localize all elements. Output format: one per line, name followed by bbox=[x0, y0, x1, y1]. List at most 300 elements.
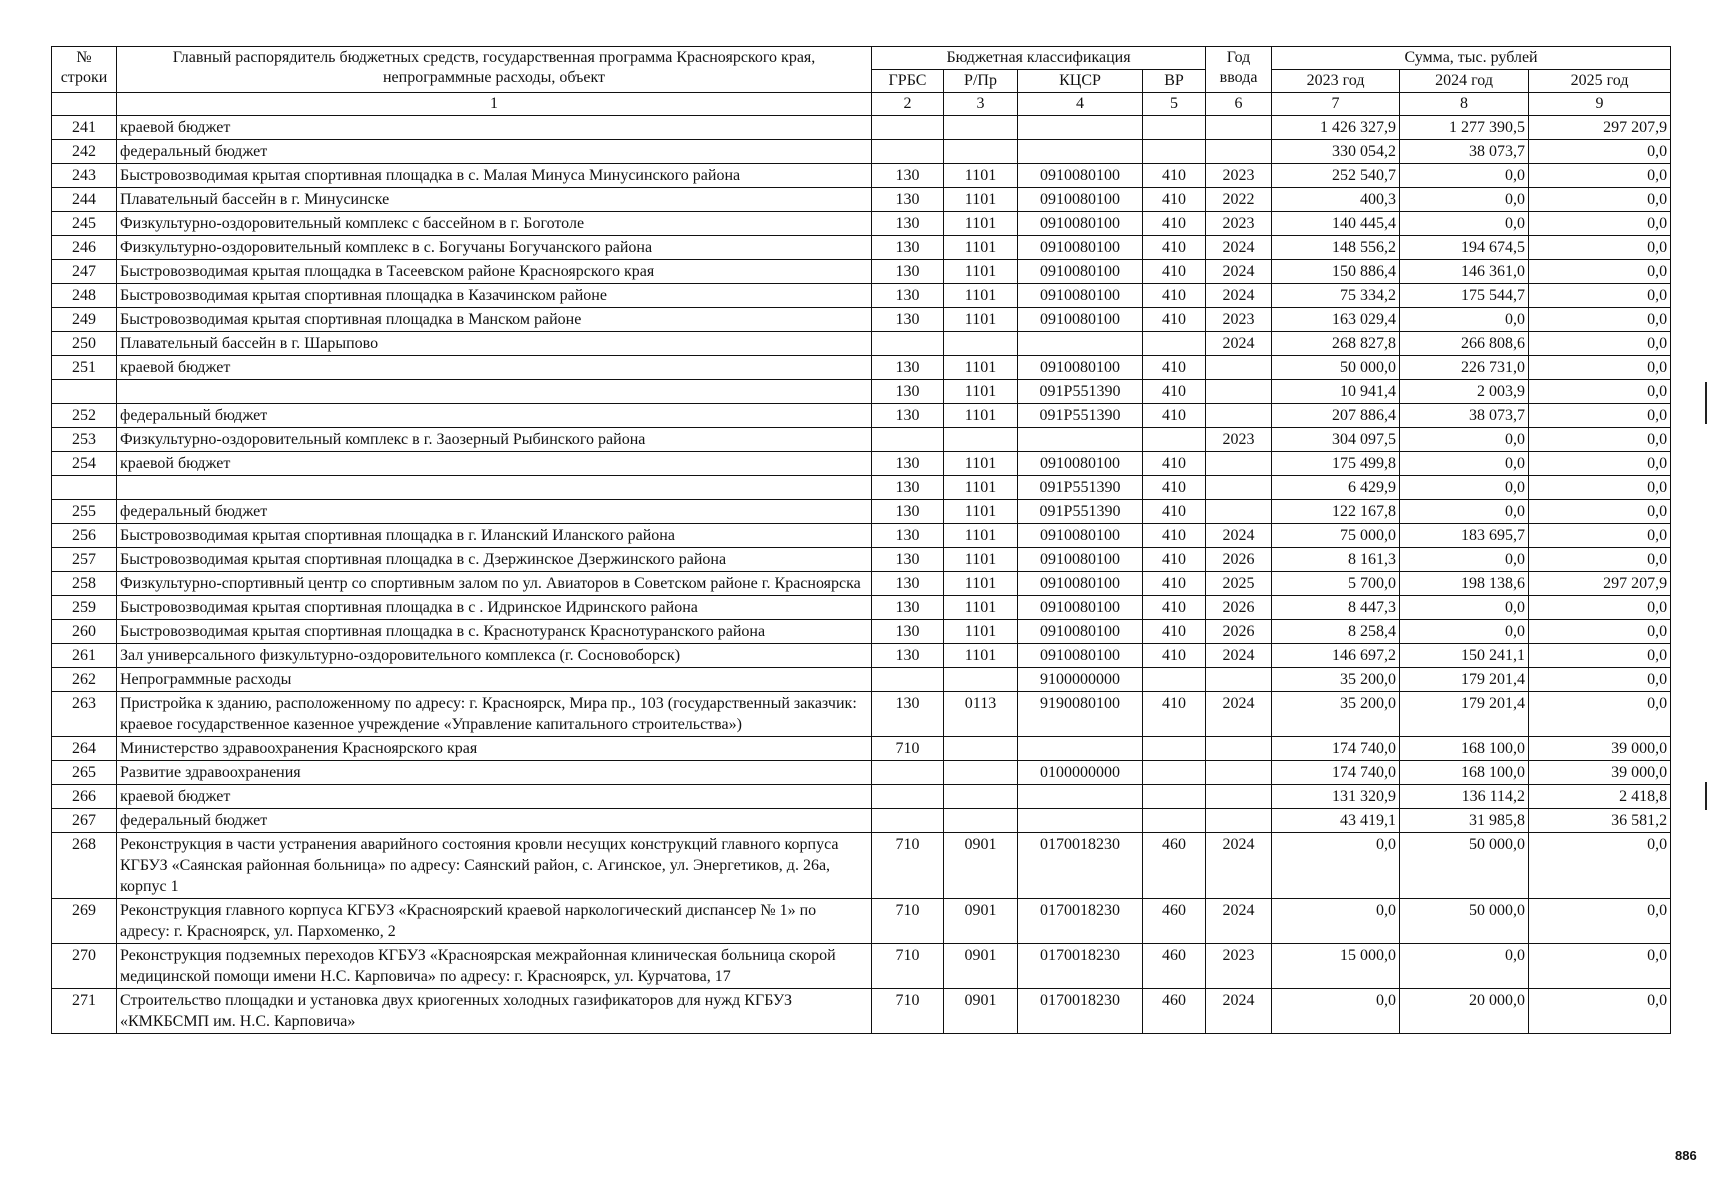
column-number-row bbox=[52, 93, 1671, 116]
year-intro-cell: 2024 bbox=[1206, 332, 1272, 356]
row-number: 264 bbox=[52, 737, 117, 761]
object-name: федеральный бюджет bbox=[117, 140, 872, 164]
kcsr-cell: 0910080100 bbox=[1018, 620, 1143, 644]
object-name: федеральный бюджет bbox=[117, 404, 872, 428]
row-number: 260 bbox=[52, 620, 117, 644]
table-row bbox=[52, 500, 1671, 524]
kcsr-cell: 9100000000 bbox=[1018, 668, 1143, 692]
year-intro-cell: 2024 bbox=[1206, 833, 1272, 899]
grbs-cell bbox=[872, 668, 944, 692]
header-year-intro: Год ввода bbox=[1206, 47, 1272, 93]
sum-2024-cell: 183 695,7 bbox=[1400, 524, 1529, 548]
object-name: краевой бюджет bbox=[117, 452, 872, 476]
object-name: Физкультурно-оздоровительный комплекс в г. Заозерный Рыбинского района bbox=[117, 428, 872, 452]
kcsr-cell bbox=[1018, 737, 1143, 761]
object-name: Быстровозводимая крытая спортивная площадка в Манском районе bbox=[117, 308, 872, 332]
rpr-cell bbox=[944, 428, 1018, 452]
sum-2023-cell: 304 097,5 bbox=[1272, 428, 1400, 452]
grbs-cell: 130 bbox=[872, 260, 944, 284]
table-row bbox=[52, 737, 1671, 761]
object-name: Плавательный бассейн в г. Минусинске bbox=[117, 188, 872, 212]
row-number: 245 bbox=[52, 212, 117, 236]
grbs-cell: 130 bbox=[872, 524, 944, 548]
col-number: 5 bbox=[1143, 93, 1206, 116]
table-row bbox=[52, 164, 1671, 188]
grbs-cell: 130 bbox=[872, 644, 944, 668]
sum-2025-cell: 0,0 bbox=[1529, 692, 1671, 737]
sum-2024-cell: 136 114,2 bbox=[1400, 785, 1529, 809]
year-intro-cell: 2024 bbox=[1206, 284, 1272, 308]
sum-2024-cell: 226 731,0 bbox=[1400, 356, 1529, 380]
kcsr-cell: 0910080100 bbox=[1018, 260, 1143, 284]
sum-2024-cell: 0,0 bbox=[1400, 596, 1529, 620]
object-name: Физкультурно-оздоровительный комплекс с бассейном в г. Боготоле bbox=[117, 212, 872, 236]
grbs-cell: 130 bbox=[872, 572, 944, 596]
kcsr-cell: 0910080100 bbox=[1018, 188, 1143, 212]
header-row-no: № строки bbox=[52, 47, 117, 93]
table-row bbox=[52, 668, 1671, 692]
year-intro-cell: 2024 bbox=[1206, 899, 1272, 944]
sum-2023-cell: 1 426 327,9 bbox=[1272, 116, 1400, 140]
sum-2024-cell: 0,0 bbox=[1400, 500, 1529, 524]
sum-2024-cell: 38 073,7 bbox=[1400, 140, 1529, 164]
sum-2025-cell: 0,0 bbox=[1529, 524, 1671, 548]
vr-cell: 410 bbox=[1143, 452, 1206, 476]
kcsr-cell: 091P551390 bbox=[1018, 404, 1143, 428]
rpr-cell: 1101 bbox=[944, 212, 1018, 236]
sum-2023-cell: 75 000,0 bbox=[1272, 524, 1400, 548]
sum-2023-cell: 252 540,7 bbox=[1272, 164, 1400, 188]
object-name: Непрограммные расходы bbox=[117, 668, 872, 692]
object-name: Быстровозводимая крытая спортивная площадка в г. Иланский Иланского района bbox=[117, 524, 872, 548]
row-number: 246 bbox=[52, 236, 117, 260]
rpr-cell: 1101 bbox=[944, 308, 1018, 332]
sum-2024-cell: 168 100,0 bbox=[1400, 737, 1529, 761]
sum-2023-cell: 6 429,9 bbox=[1272, 476, 1400, 500]
kcsr-cell: 0910080100 bbox=[1018, 308, 1143, 332]
vr-cell: 410 bbox=[1143, 284, 1206, 308]
kcsr-cell: 0170018230 bbox=[1018, 944, 1143, 989]
table-row bbox=[52, 761, 1671, 785]
sum-2025-cell: 0,0 bbox=[1529, 596, 1671, 620]
year-intro-cell bbox=[1206, 500, 1272, 524]
object-name: Строительство площадки и установка двух криогенных холодных газификаторов для нужд КГБУЗ «КМКБСМП им. Н.С. Карповича» bbox=[117, 989, 872, 1034]
row-number: 266 bbox=[52, 785, 117, 809]
row-number: 268 bbox=[52, 833, 117, 899]
sum-2025-cell: 39 000,0 bbox=[1529, 737, 1671, 761]
sum-2025-cell: 0,0 bbox=[1529, 284, 1671, 308]
rpr-cell: 1101 bbox=[944, 236, 1018, 260]
sum-2025-cell: 0,0 bbox=[1529, 140, 1671, 164]
grbs-cell bbox=[872, 809, 944, 833]
rpr-cell: 1101 bbox=[944, 164, 1018, 188]
grbs-cell bbox=[872, 428, 944, 452]
kcsr-cell: 0910080100 bbox=[1018, 524, 1143, 548]
row-number: 257 bbox=[52, 548, 117, 572]
table-row bbox=[52, 944, 1671, 989]
grbs-cell: 130 bbox=[872, 452, 944, 476]
object-name: Быстровозводимая крытая спортивная площадка в с . Идринское Идринского района bbox=[117, 596, 872, 620]
year-intro-cell bbox=[1206, 761, 1272, 785]
sum-2024-cell: 0,0 bbox=[1400, 164, 1529, 188]
sum-2025-cell: 0,0 bbox=[1529, 899, 1671, 944]
grbs-cell bbox=[872, 140, 944, 164]
sum-2023-cell: 150 886,4 bbox=[1272, 260, 1400, 284]
vr-cell: 410 bbox=[1143, 596, 1206, 620]
table-body bbox=[52, 116, 1671, 1034]
col-number: 8 bbox=[1400, 93, 1529, 116]
kcsr-cell: 091P551390 bbox=[1018, 476, 1143, 500]
year-intro-cell: 2023 bbox=[1206, 212, 1272, 236]
year-intro-cell: 2024 bbox=[1206, 260, 1272, 284]
object-name: Быстровозводимая крытая спортивная площадка в с. Малая Минуса Минусинского района bbox=[117, 164, 872, 188]
sum-2024-cell: 0,0 bbox=[1400, 620, 1529, 644]
rpr-cell: 1101 bbox=[944, 260, 1018, 284]
grbs-cell: 130 bbox=[872, 212, 944, 236]
grbs-cell: 130 bbox=[872, 548, 944, 572]
object-name: Пристройка к зданию, расположенному по адресу: г. Красноярск, Мира пр., 103 (государственный заказчик: краевое государственное казенное учреждение «Управление капитального строительства») bbox=[117, 692, 872, 737]
grbs-cell: 710 bbox=[872, 944, 944, 989]
sum-2023-cell: 35 200,0 bbox=[1272, 692, 1400, 737]
vr-cell: 410 bbox=[1143, 500, 1206, 524]
row-number bbox=[52, 380, 117, 404]
sum-2024-cell: 0,0 bbox=[1400, 452, 1529, 476]
row-number: 256 bbox=[52, 524, 117, 548]
kcsr-cell: 0910080100 bbox=[1018, 212, 1143, 236]
sum-2023-cell: 50 000,0 bbox=[1272, 356, 1400, 380]
sum-2024-cell: 0,0 bbox=[1400, 476, 1529, 500]
object-name: Физкультурно-оздоровительный комплекс в с. Богучаны Богучанского района bbox=[117, 236, 872, 260]
vr-cell bbox=[1143, 809, 1206, 833]
table-row bbox=[52, 452, 1671, 476]
sum-2025-cell: 0,0 bbox=[1529, 212, 1671, 236]
kcsr-cell: 0910080100 bbox=[1018, 164, 1143, 188]
sum-2024-cell: 1 277 390,5 bbox=[1400, 116, 1529, 140]
sum-2025-cell: 39 000,0 bbox=[1529, 761, 1671, 785]
sum-2025-cell: 297 207,9 bbox=[1529, 116, 1671, 140]
table-row bbox=[52, 692, 1671, 737]
rpr-cell: 1101 bbox=[944, 596, 1018, 620]
grbs-cell: 710 bbox=[872, 899, 944, 944]
year-intro-cell bbox=[1206, 476, 1272, 500]
grbs-cell bbox=[872, 332, 944, 356]
sum-2025-cell: 0,0 bbox=[1529, 500, 1671, 524]
grbs-cell: 130 bbox=[872, 380, 944, 404]
sum-2023-cell: 15 000,0 bbox=[1272, 944, 1400, 989]
header-rpr: Р/Пр bbox=[944, 70, 1018, 93]
object-name: федеральный бюджет bbox=[117, 809, 872, 833]
sum-2024-cell: 168 100,0 bbox=[1400, 761, 1529, 785]
kcsr-cell: 0170018230 bbox=[1018, 833, 1143, 899]
rpr-cell: 1101 bbox=[944, 476, 1018, 500]
table-row bbox=[52, 212, 1671, 236]
sum-2024-cell: 179 201,4 bbox=[1400, 668, 1529, 692]
grbs-cell: 130 bbox=[872, 164, 944, 188]
year-intro-cell bbox=[1206, 737, 1272, 761]
sum-2024-cell: 194 674,5 bbox=[1400, 236, 1529, 260]
sum-2023-cell: 146 697,2 bbox=[1272, 644, 1400, 668]
object-name: краевой бюджет bbox=[117, 356, 872, 380]
year-intro-cell bbox=[1206, 404, 1272, 428]
sum-2023-cell: 174 740,0 bbox=[1272, 761, 1400, 785]
sum-2024-cell: 0,0 bbox=[1400, 212, 1529, 236]
sum-2023-cell: 148 556,2 bbox=[1272, 236, 1400, 260]
col-number bbox=[52, 93, 117, 116]
vr-cell: 460 bbox=[1143, 944, 1206, 989]
rpr-cell: 1101 bbox=[944, 572, 1018, 596]
col-number: 4 bbox=[1018, 93, 1143, 116]
sum-2025-cell: 0,0 bbox=[1529, 833, 1671, 899]
object-name: Физкультурно-спортивный центр со спортивным залом по ул. Авиаторов в Советском районе г. Красноярска bbox=[117, 572, 872, 596]
vr-cell: 410 bbox=[1143, 476, 1206, 500]
row-number: 255 bbox=[52, 500, 117, 524]
grbs-cell: 130 bbox=[872, 500, 944, 524]
vr-cell bbox=[1143, 785, 1206, 809]
header-classification: Бюджетная классификация bbox=[872, 47, 1206, 70]
col-number: 2 bbox=[872, 93, 944, 116]
kcsr-cell bbox=[1018, 785, 1143, 809]
object-name: Развитие здравоохранения bbox=[117, 761, 872, 785]
object-name: Быстровозводимая крытая спортивная площадка в с. Краснотуранск Краснотуранского района bbox=[117, 620, 872, 644]
header-2025: 2025 год bbox=[1529, 70, 1671, 93]
object-name: Реконструкция в части устранения аварийного состояния кровли несущих конструкций главного корпуса КГБУЗ «Саянская районная больница» по адресу: Саянский район, с. Агинское, ул. Энергетиков, д. 26а, корпус 1 bbox=[117, 833, 872, 899]
kcsr-cell bbox=[1018, 140, 1143, 164]
sum-2024-cell: 175 544,7 bbox=[1400, 284, 1529, 308]
grbs-cell: 130 bbox=[872, 356, 944, 380]
sum-2023-cell: 268 827,8 bbox=[1272, 332, 1400, 356]
table-row bbox=[52, 899, 1671, 944]
sum-2025-cell: 0,0 bbox=[1529, 164, 1671, 188]
rpr-cell: 0901 bbox=[944, 899, 1018, 944]
year-intro-cell: 2024 bbox=[1206, 236, 1272, 260]
table-row bbox=[52, 428, 1671, 452]
table-row bbox=[52, 284, 1671, 308]
row-number: 253 bbox=[52, 428, 117, 452]
row-number: 259 bbox=[52, 596, 117, 620]
row-number bbox=[52, 476, 117, 500]
year-intro-cell: 2026 bbox=[1206, 596, 1272, 620]
col-number: 3 bbox=[944, 93, 1018, 116]
table-row bbox=[52, 809, 1671, 833]
col-number: 6 bbox=[1206, 93, 1272, 116]
rpr-cell: 1101 bbox=[944, 524, 1018, 548]
row-number: 247 bbox=[52, 260, 117, 284]
table-row bbox=[52, 785, 1671, 809]
sum-2025-cell: 0,0 bbox=[1529, 332, 1671, 356]
table-row bbox=[52, 989, 1671, 1034]
sum-2023-cell: 43 419,1 bbox=[1272, 809, 1400, 833]
vr-cell bbox=[1143, 116, 1206, 140]
row-number: 251 bbox=[52, 356, 117, 380]
vr-cell: 460 bbox=[1143, 833, 1206, 899]
kcsr-cell bbox=[1018, 809, 1143, 833]
rpr-cell: 1101 bbox=[944, 404, 1018, 428]
grbs-cell: 130 bbox=[872, 308, 944, 332]
year-intro-cell: 2026 bbox=[1206, 620, 1272, 644]
object-name bbox=[117, 380, 872, 404]
year-intro-cell bbox=[1206, 785, 1272, 809]
sum-2024-cell: 0,0 bbox=[1400, 308, 1529, 332]
year-intro-cell: 2024 bbox=[1206, 989, 1272, 1034]
vr-cell bbox=[1143, 140, 1206, 164]
grbs-cell: 130 bbox=[872, 596, 944, 620]
sum-2024-cell: 38 073,7 bbox=[1400, 404, 1529, 428]
sum-2023-cell: 131 320,9 bbox=[1272, 785, 1400, 809]
table-row bbox=[52, 356, 1671, 380]
kcsr-cell: 0910080100 bbox=[1018, 644, 1143, 668]
vr-cell: 410 bbox=[1143, 356, 1206, 380]
budget-table bbox=[51, 46, 1671, 1034]
header-vr: ВР bbox=[1143, 70, 1206, 93]
year-intro-cell: 2024 bbox=[1206, 692, 1272, 737]
table-row bbox=[52, 572, 1671, 596]
vr-cell: 410 bbox=[1143, 308, 1206, 332]
rpr-cell: 1101 bbox=[944, 188, 1018, 212]
table-row bbox=[52, 524, 1671, 548]
vr-cell: 410 bbox=[1143, 404, 1206, 428]
rpr-cell: 1101 bbox=[944, 380, 1018, 404]
rpr-cell: 0113 bbox=[944, 692, 1018, 737]
rpr-cell bbox=[944, 761, 1018, 785]
sum-2023-cell: 0,0 bbox=[1272, 833, 1400, 899]
sum-2023-cell: 35 200,0 bbox=[1272, 668, 1400, 692]
year-intro-cell: 2023 bbox=[1206, 164, 1272, 188]
table-row bbox=[52, 236, 1671, 260]
kcsr-cell: 0910080100 bbox=[1018, 284, 1143, 308]
sum-2025-cell: 0,0 bbox=[1529, 428, 1671, 452]
kcsr-cell: 091P551390 bbox=[1018, 380, 1143, 404]
sum-2023-cell: 8 258,4 bbox=[1272, 620, 1400, 644]
grbs-cell: 130 bbox=[872, 404, 944, 428]
rpr-cell bbox=[944, 668, 1018, 692]
row-number: 249 bbox=[52, 308, 117, 332]
sum-2024-cell: 2 003,9 bbox=[1400, 380, 1529, 404]
grbs-cell: 710 bbox=[872, 833, 944, 899]
sum-2024-cell: 146 361,0 bbox=[1400, 260, 1529, 284]
table-row bbox=[52, 548, 1671, 572]
sum-2025-cell: 0,0 bbox=[1529, 989, 1671, 1034]
kcsr-cell: 0910080100 bbox=[1018, 548, 1143, 572]
row-number: 263 bbox=[52, 692, 117, 737]
row-number: 261 bbox=[52, 644, 117, 668]
object-name: краевой бюджет bbox=[117, 116, 872, 140]
year-intro-cell: 2026 bbox=[1206, 548, 1272, 572]
sum-2025-cell: 0,0 bbox=[1529, 548, 1671, 572]
kcsr-cell: 0170018230 bbox=[1018, 989, 1143, 1034]
sum-2024-cell: 198 138,6 bbox=[1400, 572, 1529, 596]
page-number: 886 bbox=[1675, 1148, 1697, 1163]
sum-2024-cell: 0,0 bbox=[1400, 428, 1529, 452]
table-row bbox=[52, 260, 1671, 284]
table-row bbox=[52, 332, 1671, 356]
sum-2025-cell: 0,0 bbox=[1529, 452, 1671, 476]
rpr-cell bbox=[944, 116, 1018, 140]
row-number: 242 bbox=[52, 140, 117, 164]
rpr-cell: 1101 bbox=[944, 356, 1018, 380]
grbs-cell bbox=[872, 761, 944, 785]
kcsr-cell: 0910080100 bbox=[1018, 356, 1143, 380]
vr-cell: 410 bbox=[1143, 212, 1206, 236]
rpr-cell bbox=[944, 140, 1018, 164]
kcsr-cell: 0100000000 bbox=[1018, 761, 1143, 785]
row-number: 243 bbox=[52, 164, 117, 188]
year-intro-cell: 2024 bbox=[1206, 524, 1272, 548]
vr-cell: 410 bbox=[1143, 236, 1206, 260]
year-intro-cell bbox=[1206, 356, 1272, 380]
object-name: Быстровозводимая крытая спортивная площадка в Казачинском районе bbox=[117, 284, 872, 308]
vr-cell: 410 bbox=[1143, 692, 1206, 737]
scan-edge-mark bbox=[1705, 382, 1707, 424]
sum-2025-cell: 0,0 bbox=[1529, 188, 1671, 212]
kcsr-cell: 0910080100 bbox=[1018, 596, 1143, 620]
sum-2024-cell: 266 808,6 bbox=[1400, 332, 1529, 356]
header-name: Главный распорядитель бюджетных средств, государственная программа Красноярского края, непрограммные расходы, объект bbox=[117, 47, 872, 93]
sum-2023-cell: 0,0 bbox=[1272, 989, 1400, 1034]
sum-2023-cell: 5 700,0 bbox=[1272, 572, 1400, 596]
rpr-cell: 1101 bbox=[944, 452, 1018, 476]
sum-2023-cell: 207 886,4 bbox=[1272, 404, 1400, 428]
grbs-cell: 130 bbox=[872, 188, 944, 212]
table-row bbox=[52, 404, 1671, 428]
sum-2025-cell: 0,0 bbox=[1529, 644, 1671, 668]
vr-cell: 410 bbox=[1143, 572, 1206, 596]
object-name: Плавательный бассейн в г. Шарыпово bbox=[117, 332, 872, 356]
vr-cell: 410 bbox=[1143, 164, 1206, 188]
table-row bbox=[52, 476, 1671, 500]
vr-cell: 410 bbox=[1143, 380, 1206, 404]
grbs-cell bbox=[872, 785, 944, 809]
header-2023: 2023 год bbox=[1272, 70, 1400, 93]
object-name: Быстровозводимая крытая площадка в Тасеевском районе Красноярского края bbox=[117, 260, 872, 284]
sum-2024-cell: 0,0 bbox=[1400, 188, 1529, 212]
object-name bbox=[117, 476, 872, 500]
vr-cell: 410 bbox=[1143, 548, 1206, 572]
rpr-cell bbox=[944, 785, 1018, 809]
grbs-cell: 710 bbox=[872, 989, 944, 1034]
sum-2023-cell: 175 499,8 bbox=[1272, 452, 1400, 476]
row-number: 270 bbox=[52, 944, 117, 989]
year-intro-cell: 2023 bbox=[1206, 428, 1272, 452]
row-number: 262 bbox=[52, 668, 117, 692]
sum-2024-cell: 31 985,8 bbox=[1400, 809, 1529, 833]
rpr-cell: 0901 bbox=[944, 989, 1018, 1034]
vr-cell: 410 bbox=[1143, 620, 1206, 644]
table-row bbox=[52, 620, 1671, 644]
row-number: 265 bbox=[52, 761, 117, 785]
rpr-cell: 1101 bbox=[944, 284, 1018, 308]
kcsr-cell: 0910080100 bbox=[1018, 452, 1143, 476]
sum-2024-cell: 150 241,1 bbox=[1400, 644, 1529, 668]
sum-2024-cell: 179 201,4 bbox=[1400, 692, 1529, 737]
kcsr-cell: 0170018230 bbox=[1018, 899, 1143, 944]
row-number: 250 bbox=[52, 332, 117, 356]
grbs-cell: 130 bbox=[872, 236, 944, 260]
vr-cell: 410 bbox=[1143, 188, 1206, 212]
sum-2023-cell: 75 334,2 bbox=[1272, 284, 1400, 308]
year-intro-cell bbox=[1206, 668, 1272, 692]
object-name: федеральный бюджет bbox=[117, 500, 872, 524]
year-intro-cell bbox=[1206, 452, 1272, 476]
kcsr-cell bbox=[1018, 332, 1143, 356]
table-row bbox=[52, 188, 1671, 212]
sum-2023-cell: 400,3 bbox=[1272, 188, 1400, 212]
header-2024: 2024 год bbox=[1400, 70, 1529, 93]
object-name: Зал универсального физкультурно-оздоровительного комплекса (г. Сосновоборск) bbox=[117, 644, 872, 668]
table-row bbox=[52, 116, 1671, 140]
sum-2023-cell: 174 740,0 bbox=[1272, 737, 1400, 761]
rpr-cell: 0901 bbox=[944, 833, 1018, 899]
grbs-cell: 130 bbox=[872, 284, 944, 308]
